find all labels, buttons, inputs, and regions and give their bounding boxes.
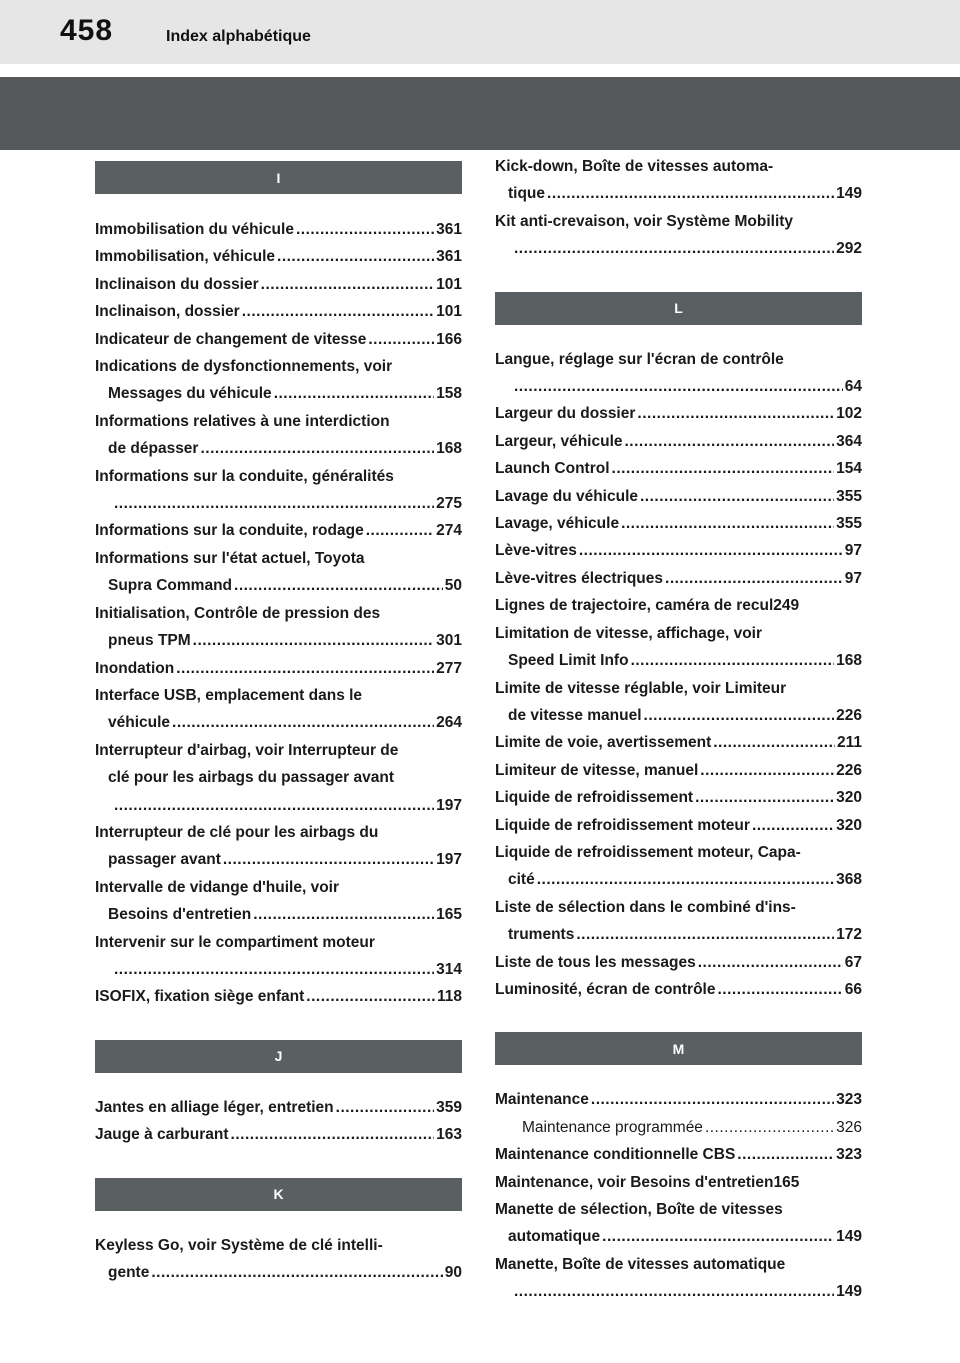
section-banner: [0, 77, 960, 150]
index-entry: Inclinaison du dossier ..... 101: [95, 271, 462, 298]
index-entry: Liste de sélection dans le combiné d'ins- truments ..... 172: [495, 894, 862, 949]
index-entry: Limite de vitesse réglable, voir Limiteur de vitesse manuel ..... 226: [495, 675, 862, 730]
index-entry: Langue, réglage sur l'écran de contrôle ..... 64: [495, 346, 862, 401]
index-entry: Largeur du dossier ..... 102: [495, 400, 862, 427]
section-header-k: K: [95, 1178, 462, 1211]
index-entry: Initialisation, Contrôle de pression des pneus TPM ..... 301: [95, 600, 462, 655]
section-header-i: I: [95, 161, 462, 194]
index-entry: Jauge à carburant ..... 163: [95, 1121, 462, 1148]
index-entry: Maintenance, voir Besoins d'entretien 165: [495, 1173, 800, 1191]
index-entry: Liste de tous les messages ..... 67: [495, 949, 862, 976]
index-entry: Interface USB, emplacement dans le véhicule ..... 264: [95, 682, 462, 737]
index-entry: Largeur, véhicule ..... 364: [495, 428, 862, 455]
index-column-left: [95, 150, 462, 1286]
index-entry: Intervenir sur le compartiment moteur ..... 314: [95, 929, 462, 984]
page-header-bar: [0, 0, 960, 64]
index-entry: Inclinaison, dossier ..... 101: [95, 298, 462, 325]
section-header-m: M: [495, 1032, 862, 1065]
page-title: Index alphabétique: [166, 28, 311, 45]
index-entry: Immobilisation, véhicule ..... 361: [95, 243, 462, 270]
index-entry: Limite de voie, avertissement ..... 211: [495, 729, 862, 756]
index-entry: Liquide de refroidissement moteur, Capa- cité ..... 368: [495, 839, 862, 894]
index-entry: Inondation ..... 277: [95, 655, 462, 682]
index-entry: Lignes de trajectoire, caméra de recul 249: [495, 597, 800, 615]
index-entry: Keyless Go, voir Système de clé intelli- gente ..... 90: [95, 1232, 462, 1287]
index-entry: Immobilisation du véhicule ..... 361: [95, 216, 462, 243]
index-entry: Limiteur de vitesse, manuel ..... 226: [495, 757, 862, 784]
index-entry: Intervalle de vidange d'huile, voir Besoins d'entretien ..... 165: [95, 874, 462, 929]
index-entry: Liquide de refroidissement ..... 320: [495, 784, 862, 811]
index-entry: Maintenance ..... 323: [495, 1086, 862, 1113]
index-entry: Informations sur la conduite, généralités ..... 275: [95, 463, 462, 518]
index-entry: Liquide de refroidissement moteur ..... 320: [495, 812, 862, 839]
index-entry: Interrupteur d'airbag, voir Interrupteur de clé pour les airbags du passager avant ..... 197: [95, 737, 462, 819]
index-entry: Luminosité, écran de contrôle ..... 66: [495, 976, 862, 1003]
index-entry: Maintenance conditionnelle CBS ..... 323: [495, 1141, 862, 1168]
index-entry: Informations sur la conduite, rodage ..... 274: [95, 517, 462, 544]
index-entry: Launch Control ..... 154: [495, 455, 862, 482]
index-entry: Informations relatives à une interdiction de dépasser ..... 168: [95, 408, 462, 463]
index-entry: ISOFIX, fixation siège enfant ..... 118: [95, 983, 462, 1010]
index-entry: Informations sur l'état actuel, Toyota Supra Command ..... 50: [95, 545, 462, 600]
index-entry: Indicateur de changement de vitesse ..... 166: [95, 326, 462, 353]
index-entry: Lavage du véhicule ..... 355: [495, 483, 862, 510]
index-entry: Lève-vitres électriques ..... 97: [495, 565, 862, 592]
index-entry: Indications de dysfonctionnements, voir Messages du véhicule ..... 158: [95, 353, 462, 408]
page-number: 458: [60, 14, 114, 47]
index-entry: Kit anti-crevaison, voir Système Mobility ..... 292: [495, 208, 862, 263]
index-entry: Lève-vitres ..... 97: [495, 537, 862, 564]
index-entry: Manette de sélection, Boîte de vitesses automatique ..... 149: [495, 1196, 862, 1251]
section-header-j: J: [95, 1040, 462, 1073]
index-entry: Kick-down, Boîte de vitesses automa- tique ..... 149: [495, 153, 862, 208]
index-entry: Limitation de vitesse, affichage, voir Speed Limit Info ..... 168: [495, 620, 862, 675]
index-entry: Lavage, véhicule ..... 355: [495, 510, 862, 537]
index-column-right: [495, 153, 862, 1306]
index-subentry: Maintenance programmée ..... 326: [495, 1114, 862, 1141]
section-header-l: L: [495, 292, 862, 325]
index-entry: Jantes en alliage léger, entretien ..... 359: [95, 1094, 462, 1121]
index-entry: Manette, Boîte de vitesses automatique ..... 149: [495, 1251, 862, 1306]
index-entry: Interrupteur de clé pour les airbags du passager avant ..... 197: [95, 819, 462, 874]
